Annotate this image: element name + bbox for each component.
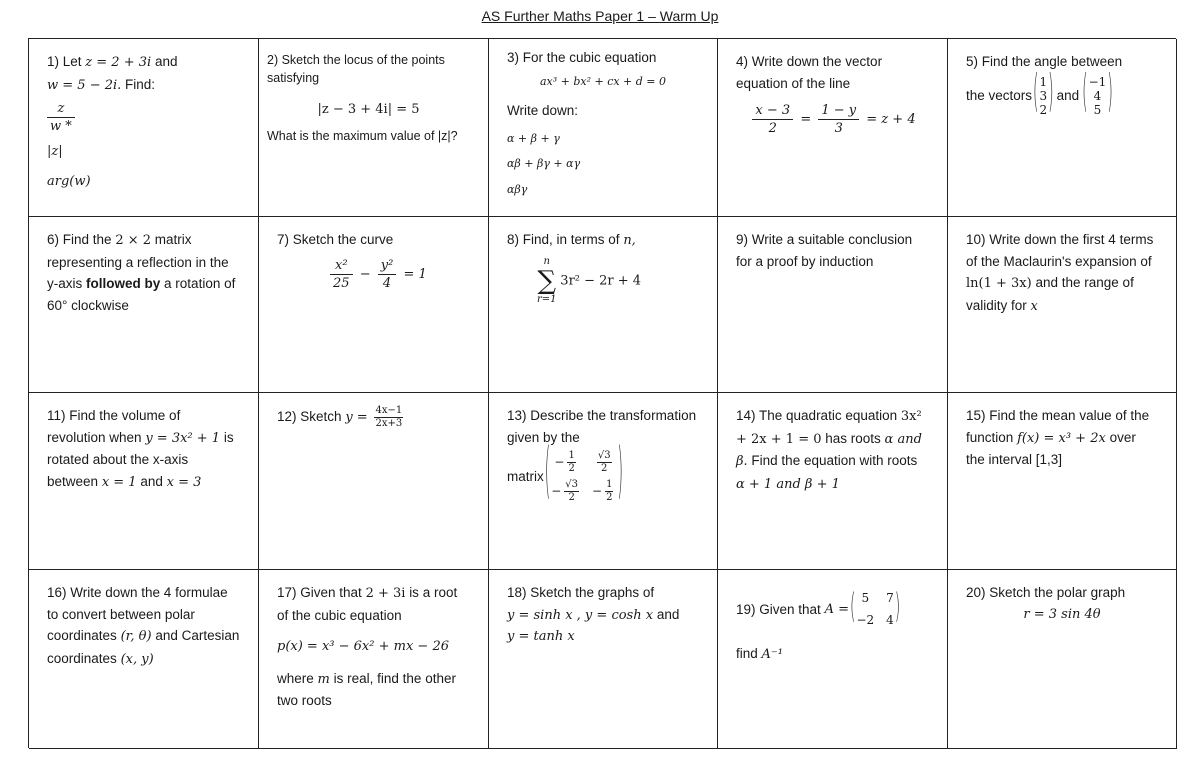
q3-product-roots: αβγ bbox=[507, 182, 528, 196]
question-4 bbox=[718, 39, 948, 217]
question-17: 17) Given that 2 + 3i is a root of the cubic equation p(x) = x³ − 6x² + mx − 26 where m is real, find the other two roots bbox=[259, 570, 489, 749]
q20-text: 20) Sketch the polar graph bbox=[966, 585, 1126, 600]
q5-vectors-label: the vectors bbox=[966, 87, 1033, 103]
q20-equation: r = 3 sin 4θ bbox=[1023, 606, 1101, 622]
question-grid bbox=[28, 38, 1176, 748]
q2-text: 2) Sketch the locus of the points satisfying bbox=[267, 53, 445, 85]
question-6: 6) Find the 2 × 2 matrix representing a reflection in the y-axis followed by a rotation of 60° clockwise bbox=[29, 217, 259, 393]
q1-find: Find: bbox=[125, 76, 156, 92]
q1-z-def: z = 2 + 3i bbox=[85, 55, 152, 70]
question-7 bbox=[259, 217, 489, 393]
q2-question: What is the maximum value of |z|? bbox=[267, 128, 458, 143]
question-19: 19) Given that A = ( 5 7 −2 4 ) find A⁻¹ bbox=[718, 570, 948, 749]
question-8: 8) Find, in terms of n, n ∑ r=1 3r² − 2r + 4 bbox=[489, 217, 718, 393]
q7-equation: $\frac{\text{x²}}{25}$ − $\frac{\text{y²}}{4}$ = 1 bbox=[327, 257, 470, 292]
q5-and: and bbox=[1056, 87, 1080, 103]
q19-matrix: ( 5 7 −2 4 ) bbox=[849, 588, 901, 627]
q9-text: 9) Write a suitable conclusion for a proof by induction bbox=[736, 232, 913, 269]
question-10: 10) Write down the first 4 terms of the Maclaurin's expansion of ln(1 + 3x) and the range of validity for x bbox=[948, 217, 1177, 393]
q1-intro: 1) Let bbox=[47, 54, 82, 69]
question-20 bbox=[948, 570, 1177, 749]
q3-equation: ax³ + bx² + cx + d = 0 bbox=[539, 74, 667, 88]
question-11: 11) Find the volume of revolution when y = 3x² + 1 is rotated about the x-axis between x = 1 and x = 3 bbox=[29, 393, 259, 570]
q13-matrix-label: matrix bbox=[507, 469, 544, 485]
q1-modulus: |z| bbox=[47, 144, 63, 159]
q5-vector-1: ( 1 3 2 ) bbox=[1033, 67, 1054, 119]
q8-summation: n ∑ r=1 3r² − 2r + 4 bbox=[537, 255, 642, 305]
q6-followed-by: followed by bbox=[86, 276, 161, 291]
q3-sum-roots: α + β + γ bbox=[507, 131, 560, 145]
question-2 bbox=[259, 39, 489, 217]
q6-matrix-size: 2 × 2 bbox=[115, 233, 152, 248]
q4-equation: $\frac{x - 3}{2}$ = $\frac{1 - y}{3}$ = z + 4 bbox=[736, 102, 929, 137]
question-5 bbox=[948, 39, 1177, 217]
question-12: 12) Sketch y = $\frac{4x-1}{2x+3}$ bbox=[259, 393, 489, 570]
q7-text: 7) Sketch the curve bbox=[277, 232, 394, 247]
question-1 bbox=[29, 39, 259, 217]
q3-write: Write down: bbox=[507, 103, 579, 118]
q3-text: 3) For the cubic equation bbox=[507, 50, 657, 65]
question-15: 15) Find the mean value of the function f(x) = x³ + 2x over the interval [1,3] bbox=[948, 393, 1177, 570]
q3-pair-products: αβ + βγ + αγ bbox=[507, 157, 581, 170]
q17-equation: p(x) = x³ − 6x² + mx − 26 bbox=[277, 639, 449, 654]
question-9 bbox=[718, 217, 948, 393]
q13-matrix: ( − $\frac{1}{2}$ $\frac{√3}{2}$ − $\frac{√3}{2}$ − $\frac{1}{2}$ ) bbox=[544, 439, 623, 509]
q1-and: and bbox=[154, 54, 178, 69]
question-18: 18) Sketch the graphs of y = sinh x , y = cosh x and y = tanh x bbox=[489, 570, 718, 749]
sigma-icon: ∑ bbox=[537, 265, 557, 296]
q5-text: 5) Find the angle between bbox=[966, 54, 1123, 69]
q13-text: 13) Describe the transformation given by the bbox=[507, 408, 697, 445]
q5-vector-2: ( −1 4 5 ) bbox=[1082, 67, 1113, 119]
worksheet-title: AS Further Maths Paper 1 – Warm Up bbox=[481, 8, 719, 24]
question-13 bbox=[489, 393, 718, 570]
question-16: 16) Write down the 4 formulae to convert between polar coordinates (r, θ) and Cartesian coordinates (x, y) bbox=[29, 570, 259, 749]
q12-fraction: $\frac{4x-1}{2x+3}$ bbox=[375, 405, 403, 429]
q18-text: 18) Sketch the graphs of bbox=[507, 585, 655, 600]
question-14: 14) The quadratic equation 3x² + 2x + 1 = 0 has roots α and β. Find the equation with roots α + 1 and β + 1 bbox=[718, 393, 948, 570]
q4-text: 4) Write down the vector equation of the line bbox=[736, 54, 883, 91]
q1-argument: arg(w) bbox=[47, 173, 91, 189]
question-3 bbox=[489, 39, 718, 217]
q1-w-def: w = 5 − 2i. bbox=[47, 77, 122, 93]
q2-equation: |z − 3 + 4i| = 5 bbox=[317, 102, 420, 117]
q1-fraction: $\frac{z}{w *}$ bbox=[47, 100, 75, 135]
